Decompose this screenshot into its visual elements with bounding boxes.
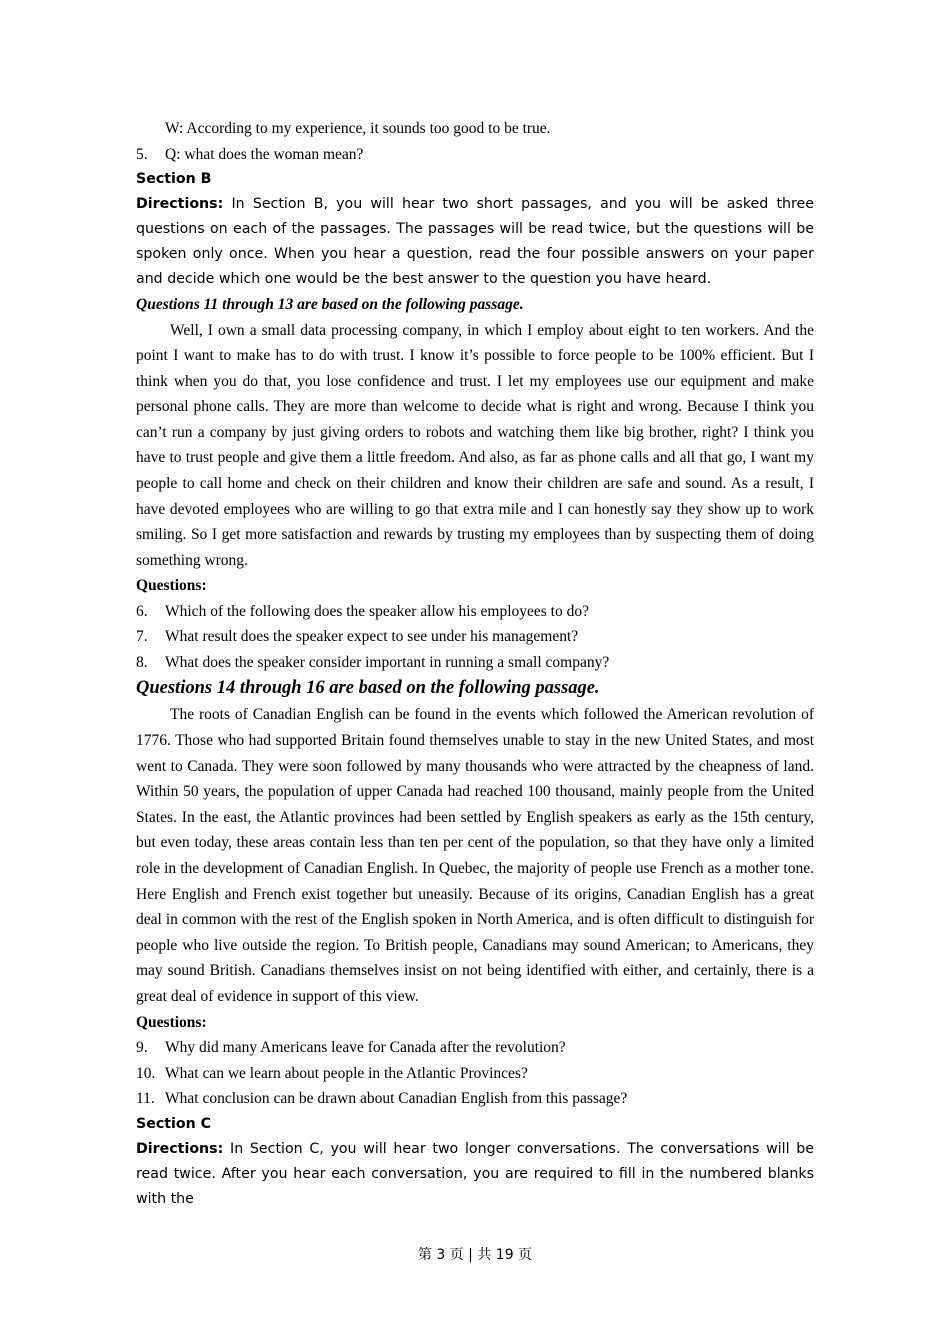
question-text: Which of the following does the speaker allow his employees to do? [165,602,589,620]
directions-text: In Section C, you will hear two longer conversations. The conversations will be read twice. After you hear each conversation, you are required to fill in the numbered blanks with the [136,1140,814,1207]
question-item [136,650,814,676]
dialogue-line: W: According to my experience, it sounds too good to be true. [165,120,551,137]
directions-label: Directions: [136,196,224,212]
question-item [136,1061,814,1087]
question-text: Why did many Americans leave for Canada after the revolution? [165,1039,566,1057]
question-item [136,624,814,650]
question-text: Q: what does the woman mean? [165,145,364,163]
question-text: What can we learn about people in the Atlantic Provinces? [165,1064,528,1082]
passage1-heading: Questions 11 through 13 are based on the following passage. [136,296,524,313]
question-number: 11. [136,1090,155,1108]
section-b-directions [136,192,814,292]
question-item [136,1035,814,1061]
passage2-questions-label: Questions: [136,1013,207,1031]
question-text: What conclusion can be drawn about Canadian English from this passage? [165,1090,628,1108]
passage1-questions-label: Questions: [136,577,207,595]
section-b-title: Section B [136,171,212,187]
question-text: What result does the speaker expect to see under his management? [165,628,579,646]
question-text: What does the speaker consider important in running a small company? [165,653,610,671]
question-number: 10. [136,1064,156,1082]
question-item [136,1086,814,1112]
question-number: 7. [136,628,148,646]
passage2-heading: Questions 14 through 16 are based on the following passage. [136,678,600,699]
page-footer: 第 3 页 | 共 19 页 [417,1247,533,1263]
question-number: 9. [136,1039,148,1057]
question-number: 8. [136,653,148,671]
question-number: 5. [136,145,148,163]
section-c-title: Section C [136,1115,212,1132]
document-page [136,116,814,1212]
question-item [136,142,814,168]
directions-text: In Section B, you will hear two short passages, and you will be asked three questions on each of the passages. The passages will be read twice, but the questions will be spoken only once. When you hear a question, read the four possible answers on your paper and decide which one would be the best answer to the question you have heard. [136,196,814,287]
section-c-directions [136,1137,814,1212]
question-number: 6. [136,602,148,620]
passage2-text: The roots of Canadian English can be found in the events which followed the American revolution of 1776. Those who had supported Britain found themselves unable to stay in the new United States, and most went to Canada. They were soon followed by many thousands who were attracted by the cheapness of land. Within 50 years, the population of upper Canada had reached 100 thousand, mainly people from the United States. In the east, the Atlantic provinces had been settled by English speakers as early as the 15th century, but even today, these areas contain less than ten per cent of the population, so that they have only a limited role in the development of Canadian English. In Quebec, the majority of people use French as a mother tone. Here English and French exist together but uneasily. Because of its origins, Canadian English has a great deal in common with the rest of the English spoken in North America, and is often difficult to distinguish for people who live outside the region. To British people, Canadians may sound American; to Americans, they may sound British. Canadians themselves insist on not being identified with either, and certainly, there is a great deal of evidence in support of this view. [136,706,814,1005]
directions-label: Directions: [136,1140,224,1157]
passage1-text: Well, I own a small data processing company, in which I employ about eight to ten workers. And the point I want to make has to do with trust. I know it’s possible to force people to be 100% efficient. But I think when you do that, you lose confidence and trust. I let my employees use our equipment and make personal phone calls. They are more than welcome to decide what is right and wrong. Because I think you can’t run a company by just giving orders to robots and watching them like big brother, right? I think you have to trust people and give them a little freedom. And also, as far as phone calls and all that go, I want my people to call home and check on their children and know their children are safe and sound. As a result, I have devoted employees who are willing to go that extra mile and I can honestly say they show up to work smiling. So I get more satisfaction and rewards by trusting my employees than by suspecting them of doing something wrong. [136,321,814,569]
question-item [136,599,814,625]
